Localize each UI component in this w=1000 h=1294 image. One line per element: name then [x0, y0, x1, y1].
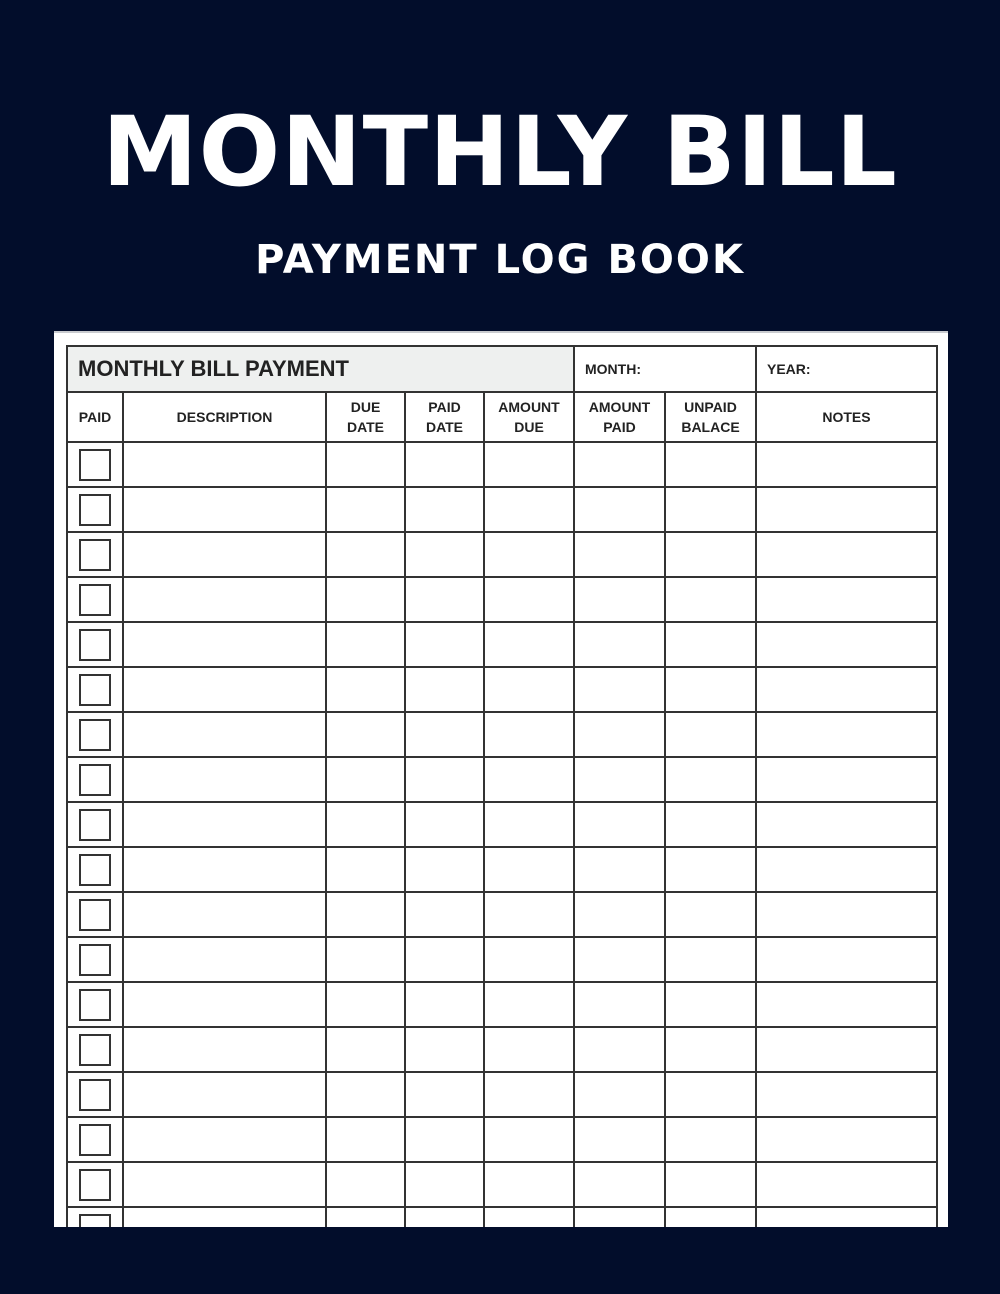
notes-cell[interactable]: [756, 1117, 937, 1162]
amount-due-cell[interactable]: [484, 937, 574, 982]
col-header-paid: PAID: [67, 392, 123, 442]
amount-due-cell[interactable]: [484, 1162, 574, 1207]
notes-cell[interactable]: [756, 892, 937, 937]
table-row: [67, 1072, 937, 1117]
description-cell[interactable]: [123, 937, 326, 982]
description-cell[interactable]: [123, 667, 326, 712]
paid-date-cell[interactable]: [405, 1162, 484, 1207]
unpaid-balace-cell[interactable]: [665, 892, 756, 937]
amount-due-cell[interactable]: [484, 487, 574, 532]
description-cell[interactable]: [123, 442, 326, 487]
unpaid-balace-cell[interactable]: [665, 1072, 756, 1117]
due-date-cell[interactable]: [326, 802, 405, 847]
col-header-paid-date: PAID DATE: [405, 392, 484, 442]
description-cell[interactable]: [123, 892, 326, 937]
table-row: [67, 757, 937, 802]
col-header-amount-paid: AMOUNT PAID: [574, 392, 665, 442]
bill-payment-table: [66, 345, 938, 1227]
due-date-cell[interactable]: [326, 937, 405, 982]
table-row: [67, 667, 937, 712]
notes-cell[interactable]: [756, 937, 937, 982]
description-cell[interactable]: [123, 1072, 326, 1117]
due-date-cell[interactable]: [326, 1072, 405, 1117]
amount-paid-cell[interactable]: [574, 667, 665, 712]
notes-cell[interactable]: [756, 442, 937, 487]
table-row: [67, 622, 937, 667]
paid-cell[interactable]: [67, 1207, 123, 1227]
description-cell[interactable]: [123, 1027, 326, 1072]
col-header-description: DESCRIPTION: [123, 392, 326, 442]
due-date-cell[interactable]: [326, 532, 405, 577]
paid-checkbox-icon[interactable]: [79, 944, 111, 976]
table-row: [67, 532, 937, 577]
unpaid-balace-cell[interactable]: [665, 622, 756, 667]
due-date-cell[interactable]: [326, 892, 405, 937]
due-date-cell[interactable]: [326, 442, 405, 487]
paid-checkbox-icon[interactable]: [79, 1124, 111, 1156]
amount-due-cell[interactable]: [484, 577, 574, 622]
due-date-cell[interactable]: [326, 712, 405, 757]
paid-checkbox-icon[interactable]: [79, 629, 111, 661]
paid-cell[interactable]: [67, 622, 123, 667]
table-row: [67, 487, 937, 532]
paid-date-cell[interactable]: [405, 937, 484, 982]
description-cell[interactable]: [123, 802, 326, 847]
table-row: [67, 892, 937, 937]
paid-cell[interactable]: [67, 1117, 123, 1162]
paid-date-cell[interactable]: [405, 442, 484, 487]
notes-cell[interactable]: [756, 982, 937, 1027]
table-row: [67, 802, 937, 847]
unpaid-balace-cell[interactable]: [665, 757, 756, 802]
paid-cell[interactable]: [67, 442, 123, 487]
amount-due-cell[interactable]: [484, 442, 574, 487]
notes-cell[interactable]: [756, 622, 937, 667]
paid-checkbox-icon[interactable]: [79, 989, 111, 1021]
paid-checkbox-icon[interactable]: [79, 1169, 111, 1201]
paid-date-cell[interactable]: [405, 622, 484, 667]
paid-checkbox-icon[interactable]: [79, 674, 111, 706]
paid-cell[interactable]: [67, 1072, 123, 1117]
paid-checkbox-icon[interactable]: [79, 449, 111, 481]
unpaid-balace-cell[interactable]: [665, 1027, 756, 1072]
unpaid-balace-cell[interactable]: [665, 1207, 756, 1227]
table-row: [67, 442, 937, 487]
paid-cell[interactable]: [67, 712, 123, 757]
due-date-cell[interactable]: [326, 1162, 405, 1207]
notes-cell[interactable]: [756, 577, 937, 622]
amount-paid-cell[interactable]: [574, 982, 665, 1027]
notes-cell[interactable]: [756, 757, 937, 802]
description-cell[interactable]: [123, 577, 326, 622]
unpaid-balace-cell[interactable]: [665, 532, 756, 577]
notes-cell[interactable]: [756, 847, 937, 892]
col-header-due-date: DUE DATE: [326, 392, 405, 442]
amount-due-cell[interactable]: [484, 1027, 574, 1072]
unpaid-balace-cell[interactable]: [665, 1162, 756, 1207]
notes-cell[interactable]: [756, 487, 937, 532]
paid-cell[interactable]: [67, 532, 123, 577]
paid-cell[interactable]: [67, 757, 123, 802]
column-header-row: [67, 392, 937, 442]
amount-due-cell[interactable]: [484, 1072, 574, 1117]
amount-due-cell[interactable]: [484, 1117, 574, 1162]
due-date-cell[interactable]: [326, 982, 405, 1027]
log-sheet: [54, 331, 948, 1227]
paid-checkbox-icon[interactable]: [79, 899, 111, 931]
paid-date-cell[interactable]: [405, 1207, 484, 1227]
unpaid-balace-cell[interactable]: [665, 847, 756, 892]
amount-paid-cell[interactable]: [574, 892, 665, 937]
table-row: [67, 1117, 937, 1162]
unpaid-balace-cell[interactable]: [665, 1117, 756, 1162]
amount-paid-cell[interactable]: [574, 577, 665, 622]
unpaid-balace-cell[interactable]: [665, 577, 756, 622]
paid-checkbox-icon[interactable]: [79, 1214, 111, 1228]
paid-checkbox-icon[interactable]: [79, 584, 111, 616]
amount-due-cell[interactable]: [484, 802, 574, 847]
paid-cell[interactable]: [67, 982, 123, 1027]
unpaid-balace-cell[interactable]: [665, 802, 756, 847]
month-field[interactable]: MONTH:: [574, 346, 756, 392]
paid-checkbox-icon[interactable]: [79, 764, 111, 796]
due-date-cell[interactable]: [326, 622, 405, 667]
paid-cell[interactable]: [67, 1162, 123, 1207]
amount-paid-cell[interactable]: [574, 532, 665, 577]
notes-cell[interactable]: [756, 712, 937, 757]
amount-paid-cell[interactable]: [574, 1162, 665, 1207]
col-header-unpaid-balace: UNPAID BALACE: [665, 392, 756, 442]
paid-date-cell[interactable]: [405, 1072, 484, 1117]
amount-paid-cell[interactable]: [574, 757, 665, 802]
amount-due-cell[interactable]: [484, 757, 574, 802]
paid-checkbox-icon[interactable]: [79, 539, 111, 571]
amount-due-cell[interactable]: [484, 892, 574, 937]
table-row: [67, 847, 937, 892]
description-cell[interactable]: [123, 712, 326, 757]
due-date-cell[interactable]: [326, 757, 405, 802]
amount-paid-cell[interactable]: [574, 712, 665, 757]
unpaid-balace-cell[interactable]: [665, 667, 756, 712]
description-cell[interactable]: [123, 757, 326, 802]
paid-date-cell[interactable]: [405, 667, 484, 712]
table-row: [67, 1162, 937, 1207]
year-field[interactable]: YEAR:: [756, 346, 937, 392]
paid-date-cell[interactable]: [405, 757, 484, 802]
description-cell[interactable]: [123, 532, 326, 577]
form-header-row: [67, 346, 937, 392]
amount-due-cell[interactable]: [484, 847, 574, 892]
unpaid-balace-cell[interactable]: [665, 487, 756, 532]
paid-checkbox-icon[interactable]: [79, 494, 111, 526]
unpaid-balace-cell[interactable]: [665, 712, 756, 757]
notes-cell[interactable]: [756, 532, 937, 577]
notes-cell[interactable]: [756, 802, 937, 847]
amount-due-cell[interactable]: [484, 982, 574, 1027]
col-header-notes: NOTES: [756, 392, 937, 442]
amount-paid-cell[interactable]: [574, 1027, 665, 1072]
paid-date-cell[interactable]: [405, 892, 484, 937]
notes-cell[interactable]: [756, 667, 937, 712]
amount-due-cell[interactable]: [484, 712, 574, 757]
paid-cell[interactable]: [67, 937, 123, 982]
description-cell[interactable]: [123, 1162, 326, 1207]
paid-date-cell[interactable]: [405, 982, 484, 1027]
paid-checkbox-icon[interactable]: [79, 1079, 111, 1111]
amount-paid-cell[interactable]: [574, 847, 665, 892]
table-row: [67, 982, 937, 1027]
paid-cell[interactable]: [67, 1027, 123, 1072]
paid-date-cell[interactable]: [405, 487, 484, 532]
description-cell[interactable]: [123, 487, 326, 532]
due-date-cell[interactable]: [326, 487, 405, 532]
table-row: [67, 712, 937, 757]
amount-paid-cell[interactable]: [574, 442, 665, 487]
description-cell[interactable]: [123, 1117, 326, 1162]
paid-cell[interactable]: [67, 487, 123, 532]
paid-cell[interactable]: [67, 667, 123, 712]
description-cell[interactable]: [123, 1207, 326, 1227]
paid-date-cell[interactable]: [405, 802, 484, 847]
amount-due-cell[interactable]: [484, 667, 574, 712]
form-title: MONTHLY BILL PAYMENT: [67, 346, 574, 392]
notes-cell[interactable]: [756, 1027, 937, 1072]
due-date-cell[interactable]: [326, 1207, 405, 1227]
notes-cell[interactable]: [756, 1072, 937, 1117]
paid-checkbox-icon[interactable]: [79, 854, 111, 886]
amount-paid-cell[interactable]: [574, 937, 665, 982]
description-cell[interactable]: [123, 847, 326, 892]
amount-paid-cell[interactable]: [574, 622, 665, 667]
amount-due-cell[interactable]: [484, 1207, 574, 1227]
amount-paid-cell[interactable]: [574, 1072, 665, 1117]
unpaid-balace-cell[interactable]: [665, 442, 756, 487]
table-row: [67, 577, 937, 622]
paid-cell[interactable]: [67, 802, 123, 847]
paid-date-cell[interactable]: [405, 1027, 484, 1072]
cover-title: MONTHLY BILL: [102, 96, 898, 208]
notes-cell[interactable]: [756, 1207, 937, 1227]
paid-cell[interactable]: [67, 847, 123, 892]
description-cell[interactable]: [123, 982, 326, 1027]
paid-cell[interactable]: [67, 577, 123, 622]
due-date-cell[interactable]: [326, 1027, 405, 1072]
paid-date-cell[interactable]: [405, 712, 484, 757]
table-row: [67, 1027, 937, 1072]
paid-date-cell[interactable]: [405, 577, 484, 622]
paid-date-cell[interactable]: [405, 1117, 484, 1162]
due-date-cell[interactable]: [326, 667, 405, 712]
description-cell[interactable]: [123, 622, 326, 667]
table-row: [67, 1207, 937, 1227]
amount-paid-cell[interactable]: [574, 1207, 665, 1227]
amount-paid-cell[interactable]: [574, 802, 665, 847]
amount-paid-cell[interactable]: [574, 1117, 665, 1162]
paid-cell[interactable]: [67, 892, 123, 937]
table-row: [67, 937, 937, 982]
due-date-cell[interactable]: [326, 847, 405, 892]
due-date-cell[interactable]: [326, 1117, 405, 1162]
unpaid-balace-cell[interactable]: [665, 982, 756, 1027]
col-header-amount-due: AMOUNT DUE: [484, 392, 574, 442]
notes-cell[interactable]: [756, 1162, 937, 1207]
cover-subtitle: PAYMENT LOG BOOK: [255, 237, 745, 283]
paid-checkbox-icon[interactable]: [79, 1034, 111, 1066]
unpaid-balace-cell[interactable]: [665, 937, 756, 982]
due-date-cell[interactable]: [326, 577, 405, 622]
paid-checkbox-icon[interactable]: [79, 719, 111, 751]
amount-due-cell[interactable]: [484, 622, 574, 667]
paid-date-cell[interactable]: [405, 847, 484, 892]
paid-checkbox-icon[interactable]: [79, 809, 111, 841]
paid-date-cell[interactable]: [405, 532, 484, 577]
amount-paid-cell[interactable]: [574, 487, 665, 532]
amount-due-cell[interactable]: [484, 532, 574, 577]
